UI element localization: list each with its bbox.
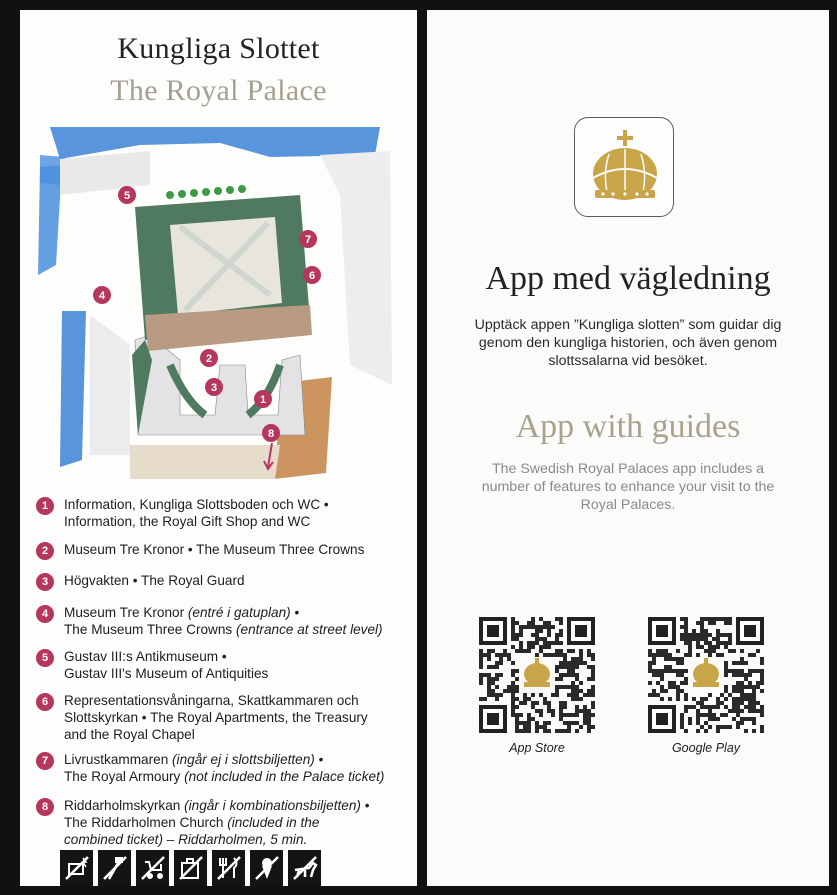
legend-line: Slottskyrkan • The Royal Apartments, the Treasury (64, 710, 368, 725)
app-store-label: App Store (509, 741, 565, 755)
svg-text:2: 2 (205, 353, 213, 365)
google-play-label: Google Play (671, 741, 741, 755)
svg-text:6: 6 (308, 270, 316, 282)
legend-number: 2 (36, 542, 54, 560)
map-marker-4 (93, 286, 111, 304)
legend-separator: • (360, 798, 370, 813)
legend-separator: • (290, 605, 300, 620)
legend-number: 1 (36, 497, 54, 515)
legend-line: Museum Tre Kronor (64, 605, 188, 620)
legend-item-4 (36, 604, 406, 638)
legend-note: (ingår ej i slottsbiljetten) (172, 752, 315, 767)
legend-number: 7 (36, 752, 54, 770)
legend-number: 3 (36, 573, 54, 591)
legend-line: Gustav III's Museum of Antiquities (64, 666, 269, 681)
legend-line: Museum Tre Kronor • The Museum Three Crowns (64, 542, 365, 557)
water-canal (60, 311, 86, 467)
no-pushchair-icon (136, 850, 169, 886)
svg-text:5: 5 (123, 190, 131, 202)
body-english: The Swedish Royal Palaces app includes a number of features to enhance your visit to the Royal Palaces. (481, 461, 775, 513)
svg-text:3: 3 (210, 382, 218, 394)
legend-note: (ingår i kombinationsbiljetten) (184, 798, 361, 813)
tree-row (166, 185, 246, 199)
legend-number: 5 (36, 649, 54, 667)
no-food-icon (212, 850, 245, 886)
brochure-right-panel (427, 10, 829, 886)
legend-item-6 (36, 692, 406, 743)
map-marker-6 (303, 266, 321, 284)
legend-line: The Riddarholmen Church (64, 815, 228, 830)
royal-crown-icon (574, 117, 674, 217)
legend-separator: • (314, 752, 324, 767)
legend-number: 8 (36, 798, 54, 816)
no-large-bags-icon (174, 850, 207, 886)
map-marker-2 (200, 349, 218, 367)
legend-line: Information, the Royal Gift Shop and WC (64, 514, 311, 529)
legend-line: The Royal Armoury (64, 769, 185, 784)
svg-text:7: 7 (304, 234, 312, 246)
legend-line: Riddarholmskyrkan (64, 798, 185, 813)
no-flash-photography-icon (60, 850, 93, 886)
app-store-qr-code[interactable] (478, 616, 596, 736)
title-english: The Royal Palace (110, 74, 327, 107)
legend-line: and the Royal Chapel (64, 727, 195, 742)
heading-swedish: App med vägledning (485, 260, 771, 297)
map-marker-7 (299, 230, 317, 248)
no-pets-icon (288, 850, 321, 886)
svg-text:8: 8 (267, 428, 275, 440)
heading-english: App with guides (515, 408, 741, 445)
body-swedish: Upptäck appen ”Kungliga slotten” som guidar dig genom den kungliga historien, och även genom slottssalarna vid besöket. (474, 317, 782, 369)
map-marker-3 (205, 378, 223, 396)
qr-crown-icon (693, 658, 719, 687)
svg-text:4: 4 (98, 290, 106, 302)
qr-crown-icon (524, 658, 550, 687)
legend-item-2 (36, 541, 406, 560)
map-marker-5 (118, 186, 136, 204)
legend-note: (entrance at street level) (236, 622, 383, 637)
legend-note: (entré i gatuplan) (187, 605, 291, 620)
legend-item-3 (36, 572, 406, 591)
legend-note: combined ticket) – Riddarholmen, 5 min. (64, 832, 308, 847)
map-marker-1 (254, 390, 272, 408)
svg-text:1: 1 (259, 394, 267, 406)
google-play-qr-code[interactable] (647, 616, 765, 736)
water-west (38, 165, 62, 275)
legend-line: Representationsvåningarna, Skattkammaren och (64, 693, 359, 708)
legend-number: 6 (36, 693, 54, 711)
pictogram-row (60, 850, 321, 886)
legend-line: Livrustkammaren (64, 752, 173, 767)
title-swedish: Kungliga Slottet (117, 32, 320, 65)
legend-note: (not included in the Palace ticket) (184, 769, 385, 784)
legend-item-7 (36, 751, 406, 785)
legend-line: Gustav III:s Antikmuseum • (64, 649, 227, 664)
legend-item-1 (36, 496, 406, 530)
legend-number: 4 (36, 605, 54, 623)
palace-map (20, 115, 417, 485)
legend-line: Högvakten • The Royal Guard (64, 573, 245, 588)
legend-item-5 (36, 648, 406, 682)
legend-item-8 (36, 797, 406, 848)
legend-note: (included in the (227, 815, 320, 830)
brochure-left-panel (20, 10, 417, 886)
no-ice-cream-icon (250, 850, 283, 886)
no-selfie-stick-icon (98, 850, 131, 886)
legend-line: Information, Kungliga Slottsboden och WC • (64, 497, 329, 512)
legend-line: The Museum Three Crowns (64, 622, 236, 637)
water-north (50, 127, 380, 159)
